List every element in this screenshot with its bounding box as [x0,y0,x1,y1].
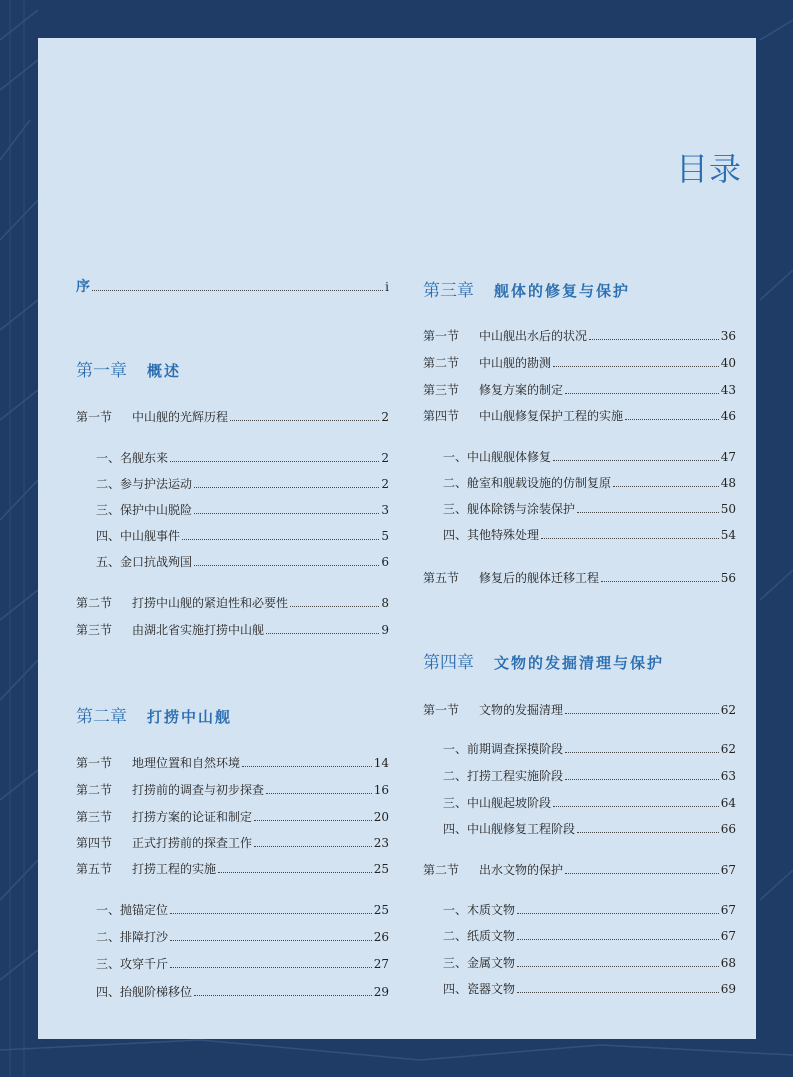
leader-dots [170,966,372,968]
leader-dots [589,338,719,340]
leader-dots [290,605,379,607]
entry-text: 二、打捞工程实施阶段 [443,769,564,783]
page-number: 56 [720,571,736,585]
leader-dots [625,418,719,420]
toc-entry[interactable] [423,862,736,878]
page-number: 16 [373,783,389,797]
chapter-heading [423,276,630,301]
section-label: 第一节 [76,410,113,424]
entry-text: 四、中山舰事件 [96,529,181,543]
entry-text: 打捞工程的实施 [132,862,217,876]
leader-dots [517,938,719,940]
leader-dots [517,991,719,993]
toc-entry[interactable] [96,476,389,492]
page-number: 3 [381,503,389,517]
toc-entry[interactable] [443,928,736,944]
page-number: 64 [720,796,736,810]
entry-text: 修复后的舰体迁移工程 [479,571,600,585]
entry-text: 地理位置和自然环境 [132,756,241,770]
toc-entry[interactable] [76,755,389,771]
leader-dots [194,564,379,566]
page-number: 47 [720,450,736,464]
toc-entry[interactable] [96,450,389,466]
page-number: 14 [373,756,389,770]
section-label: 第一节 [76,756,113,770]
toc-entry[interactable] [96,502,389,518]
page-number: 2 [381,451,389,465]
entry-text: 一、前期调查探摸阶段 [443,742,564,756]
leader-dots [565,712,719,714]
page-number: 2 [381,410,389,424]
leader-dots [266,632,379,634]
entry-text: 五、金口抗战殉国 [96,555,193,569]
page-number: 43 [720,383,736,397]
page-number: 9 [381,623,389,637]
chapter-title: 打捞中山舰 [147,708,233,726]
entry-text: 中山舰修复保护工程的实施 [479,409,624,423]
entry-text: 二、参与护法运动 [96,477,193,491]
page-number: 69 [720,982,736,996]
page-number: 67 [720,863,736,877]
entry-text: 文物的发掘清理 [479,703,564,717]
page-number: 54 [720,528,736,542]
chapter-label: 第三章 [423,281,474,301]
toc-entry[interactable] [76,861,389,877]
page-number: 29 [373,985,389,999]
entry-text: 四、瓷器文物 [443,982,516,996]
page-number: 68 [720,956,736,970]
leader-dots [577,511,719,513]
section-label: 第一节 [423,329,460,343]
chapter-heading [76,356,181,381]
toc-entry[interactable] [443,768,736,784]
section-label: 第三节 [76,623,113,637]
toc-entry[interactable] [76,809,389,825]
entry-text: 中山舰出水后的状况 [479,329,588,343]
chapter-title: 概述 [147,362,182,380]
chapter-title: 舰体的修复与保护 [494,282,631,300]
chapter-heading [423,648,664,673]
leader-dots [541,537,719,539]
chapter-heading [76,702,232,727]
leader-dots [565,778,719,780]
leader-dots [553,459,719,461]
section-label: 第一节 [423,703,460,717]
leader-dots [92,289,383,291]
toc-entry[interactable] [96,956,389,972]
page-number: 48 [720,476,736,490]
entry-text: 三、中山舰起坡阶段 [443,796,552,810]
preface-title: 序 [76,279,90,295]
chapter-label: 第四章 [423,653,474,673]
leader-dots [170,939,372,941]
toc-entry[interactable] [423,355,736,371]
entry-text: 三、保护中山脱险 [96,503,193,517]
page-number: 66 [720,822,736,836]
page-number: 40 [720,356,736,370]
page-number: 62 [720,742,736,756]
page-number: 25 [373,903,389,917]
leader-dots [565,392,719,394]
leader-dots [517,912,719,914]
entry-text: 四、抬舰阶梯移位 [96,985,193,999]
page-number: i [385,280,389,294]
toc-entry[interactable] [443,741,736,757]
page-number: 8 [381,596,389,610]
entry-text: 中山舰的光辉历程 [132,410,229,424]
entry-text: 一、中山舰舰体修复 [443,450,552,464]
leader-dots [194,994,372,996]
leader-dots [254,845,372,847]
entry-text: 四、中山舰修复工程阶段 [443,822,576,836]
section-label: 第二节 [76,596,113,610]
toc-entry[interactable] [443,902,736,918]
leader-dots [194,512,379,514]
page-number: 36 [720,329,736,343]
entry-text: 打捞方案的论证和制定 [132,810,253,824]
section-label: 第五节 [76,862,113,876]
page-number: 46 [720,409,736,423]
page-number: 67 [720,903,736,917]
chapter-label: 第二章 [76,707,127,727]
leader-dots [613,485,719,487]
entry-text: 出水文物的保护 [479,863,564,877]
entry-text: 一、木质文物 [443,903,516,917]
toc-entry[interactable] [423,408,736,424]
toc-entry[interactable] [76,595,389,611]
entry-text: 由湖北省实施打捞中山舰 [132,623,265,637]
leader-dots [601,580,719,582]
page-number: 6 [381,555,389,569]
page-number: 2 [381,477,389,491]
entry-text: 中山舰的勘测 [479,356,552,370]
leader-dots [553,805,719,807]
toc-entry[interactable] [423,702,736,718]
toc-entry[interactable] [96,528,389,544]
page-number: 67 [720,929,736,943]
leader-dots [242,765,372,767]
toc-entry[interactable] [443,449,736,465]
section-label: 第二节 [76,783,113,797]
leader-dots [182,538,379,540]
section-label: 第四节 [76,836,113,850]
section-label: 第二节 [423,863,460,877]
leader-dots [577,831,719,833]
leader-dots [170,912,372,914]
page-number: 5 [381,529,389,543]
entry-text: 二、舱室和舰载设施的仿制复原 [443,476,612,490]
leader-dots [517,965,719,967]
toc-entry[interactable] [76,622,389,638]
entry-text: 三、金属文物 [443,956,516,970]
section-label: 第五节 [423,571,460,585]
entry-text: 一、名舰东来 [96,451,169,465]
section-label: 第四节 [423,409,460,423]
page-title: 目录 [676,150,743,188]
toc-entry[interactable] [423,328,736,344]
toc-entry[interactable] [76,835,389,851]
leader-dots [170,460,379,462]
page-number: 27 [373,957,389,971]
page-number: 25 [373,862,389,876]
leader-dots [266,792,372,794]
page-number: 62 [720,703,736,717]
leader-dots [565,872,719,874]
toc-entry[interactable] [423,570,736,586]
section-label: 第二节 [423,356,460,370]
entry-text: 三、攻穿千斤 [96,957,169,971]
leader-dots [194,486,379,488]
entry-text: 三、舰体除锈与涂装保护 [443,502,576,516]
section-label: 第三节 [76,810,113,824]
entry-text: 打捞中山舰的紧迫性和必要性 [132,596,289,610]
toc-entry[interactable] [423,382,736,398]
entry-text: 修复方案的制定 [479,383,564,397]
toc-entry[interactable] [96,902,389,918]
entry-text: 二、排障打沙 [96,930,169,944]
toc-entry[interactable] [96,929,389,945]
leader-dots [218,871,372,873]
leader-dots [553,365,719,367]
entry-text: 二、纸质文物 [443,929,516,943]
page-number: 20 [373,810,389,824]
toc-entry[interactable] [443,527,736,543]
page-number: 26 [373,930,389,944]
chapter-label: 第一章 [76,361,127,381]
page-number: 23 [373,836,389,850]
leader-dots [254,819,372,821]
toc-entry[interactable] [443,501,736,517]
toc-entry[interactable] [96,984,389,1000]
toc-entry[interactable] [443,821,736,837]
toc-entry[interactable] [76,409,389,425]
toc-entry[interactable] [96,554,389,570]
entry-text: 正式打捞前的探查工作 [132,836,253,850]
entry-text: 一、抛锚定位 [96,903,169,917]
toc-preface[interactable] [76,279,389,295]
toc-entry[interactable] [443,795,736,811]
chapter-title: 文物的发掘清理与保护 [494,654,665,672]
toc-entry[interactable] [76,782,389,798]
toc-page [38,38,756,1039]
toc-entry[interactable] [443,981,736,997]
page-number: 50 [720,502,736,516]
toc-entry[interactable] [443,955,736,971]
entry-text: 四、其他特殊处理 [443,528,540,542]
toc-entry[interactable] [443,475,736,491]
entry-text: 打捞前的调查与初步探查 [132,783,265,797]
leader-dots [565,751,719,753]
section-label: 第三节 [423,383,460,397]
leader-dots [230,419,379,421]
page-number: 63 [720,769,736,783]
